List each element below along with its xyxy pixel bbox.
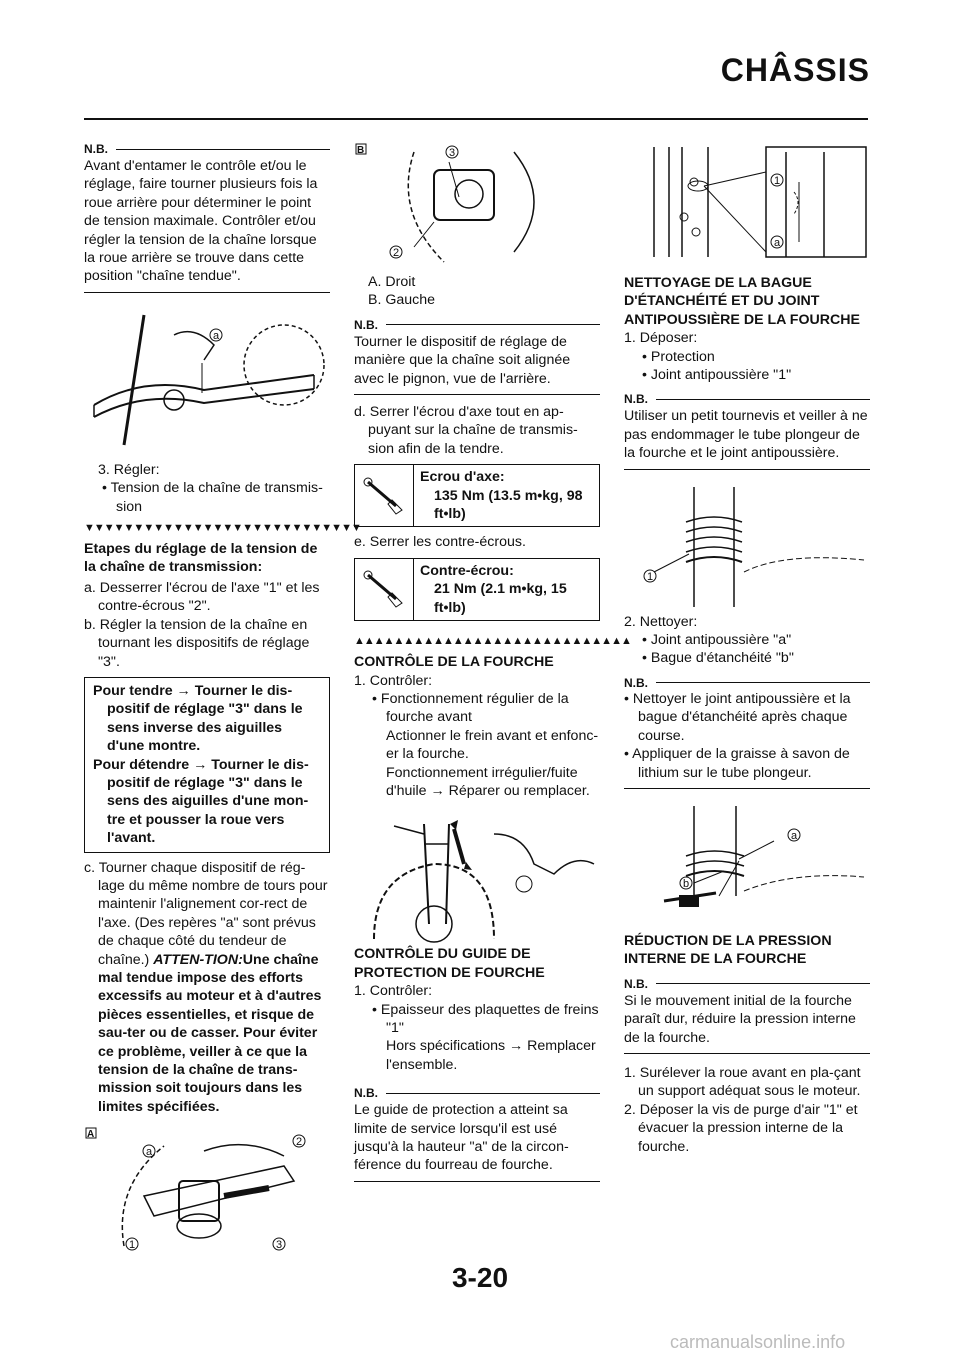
step-e: e. Serrer les contre-écrous. xyxy=(354,534,526,551)
step-2: 2. Nettoyer: xyxy=(624,613,698,630)
guide-step-1: 1. Contrôler: xyxy=(354,983,433,1000)
step-c xyxy=(84,859,330,1117)
spec-title: Contre-écrou: xyxy=(420,562,514,579)
nb-label: N.B. xyxy=(354,1085,378,1100)
torque-wrench-icon xyxy=(355,465,414,526)
step-2-a: • Joint antipoussière "a" xyxy=(642,632,792,649)
guide-title: CONTRÔLE DU GUIDE DE PROTECTION DE FOURCHE xyxy=(354,946,545,981)
seal-illustration xyxy=(624,482,870,607)
box-line: Pour détendre → Tourner le dis- xyxy=(93,756,309,773)
figure-tag: A xyxy=(87,1129,95,1141)
nb-label: N.B. xyxy=(624,976,648,991)
seal-figure xyxy=(624,482,870,607)
figure-label: 3 xyxy=(276,1239,283,1252)
figure-label: b xyxy=(683,877,690,890)
fork-step-1-b: Fonctionnement irrégulier/fuite d'huile → Réparer ou remplacer. xyxy=(386,764,590,799)
step-1-b: • Joint antipoussière "1" xyxy=(642,367,792,384)
spec-locknut xyxy=(354,558,600,621)
section-title: RÉDUCTION DE LA PRESSION INTERNE DE LA FOURCHE xyxy=(624,932,832,968)
grease-figure xyxy=(624,801,870,926)
step-r1: 1. Surélever la roue avant en pla-çant un support adéquat sous le moteur. xyxy=(624,1064,861,1100)
note-text: Si le mouvement initial de la fourche paraît dur, réduire la pression interne de la fourche. xyxy=(624,992,856,1046)
spec-title: Ecrou d'axe: xyxy=(420,469,505,486)
nb-label: N.B. xyxy=(84,141,108,156)
note-block xyxy=(624,392,870,469)
caution-lead: ATTEN-TION: xyxy=(153,951,243,968)
spec-value: 21 Nm (2.1 m•kg, 15 ft•lb) xyxy=(434,581,567,616)
box-line: positif de réglage "3" dans le sens des aiguilles d'une mon-tre et pousser la roue vers l'avant. xyxy=(107,774,309,847)
adjuster-figure-b xyxy=(354,142,600,267)
fork-step-1-item: • Fonctionnement régulier de la fourche avant xyxy=(372,690,569,726)
step-a: a. Desserrer l'écrou de l'axe "1" et les contre-écrous "2". xyxy=(84,579,320,615)
step-1-a: • Protection xyxy=(642,348,715,365)
column-3 xyxy=(624,142,870,1156)
column-2 xyxy=(354,142,631,1188)
guard-illustration xyxy=(624,142,870,262)
nb-label: N.B. xyxy=(624,392,648,407)
figure-label: a xyxy=(774,237,781,249)
figure-label: 1 xyxy=(647,570,654,583)
spec-axle-nut xyxy=(354,464,600,527)
fork-illustration xyxy=(354,814,600,939)
note-text: Le guide de protection a atteint sa limite de service lorsqu'il est usé jusqu'à la hauteur "a" de la circon-férence du fourreau de fourche. xyxy=(354,1102,569,1174)
note-block xyxy=(624,977,870,1054)
section-title: NETTOYAGE DE LA BAGUE D'ÉTANCHÉITÉ ET DU JOINT ANTIPOUSSIÈRE DE LA FOURCHE xyxy=(624,275,860,328)
guide-step-1-item: • Epaisseur des plaquettes de freins "1" xyxy=(372,1001,599,1036)
chain-figure xyxy=(84,305,330,455)
step-2-b: • Bague d'étanchéité "b" xyxy=(642,650,794,667)
fork-step-1: 1. Contrôler: xyxy=(354,672,433,689)
step-3-item: • Tension de la chaîne de transmis-sion xyxy=(102,480,323,515)
nb-label: N.B. xyxy=(624,675,648,690)
nb-label: N.B. xyxy=(354,317,378,332)
figure-label: 1 xyxy=(774,175,781,187)
procedure-end-marker: ▲▲▲▲▲▲▲▲▲▲▲▲▲▲▲▲▲▲▲▲▲▲▲▲▲▲▲▲ xyxy=(354,635,631,648)
adjuster-illustration-b xyxy=(354,142,600,267)
figure-tag: B xyxy=(357,145,365,156)
guide-step-1-a: Hors spécifications → Remplacer l'ensemble. xyxy=(386,1038,596,1073)
page-title: CHÂSSIS xyxy=(720,52,870,88)
note-text: Utiliser un petit tournevis et veiller à ne pas endommager le tube plongeur de la fourche et le joint antipoussière. xyxy=(624,408,868,462)
box-line: Pour tendre → Tourner le dis- xyxy=(93,682,293,699)
guard-figure xyxy=(624,142,870,262)
figure-label: 1 xyxy=(129,1239,136,1252)
caution-text: Une chaîne mal tendue impose des efforts excessifs au moteur et à d'autres pièces essentielles, et risque de sau-ter ou de casser. Pour éviter ce problème, veiller à ce que la tension de la chaîne de trans-mission soit toujours dans les limites spécifiées. xyxy=(98,951,322,1115)
torque-wrench-icon xyxy=(355,559,414,620)
note-block xyxy=(624,676,870,789)
chain-illustration xyxy=(84,305,330,455)
fork-figure xyxy=(354,814,600,939)
step-1: 1. Déposer: xyxy=(624,330,698,347)
figure-label: 2 xyxy=(296,1136,303,1149)
adjuster-figure-a xyxy=(84,1126,330,1256)
adjust-box xyxy=(84,677,330,853)
fork-step-1-a: Actionner le frein avant et enfonc-er la fourche. xyxy=(386,727,599,763)
figure-label: a xyxy=(146,1146,153,1159)
note-text: • Nettoyer le joint antipoussière et la bague d'étanchéité après chaque course. xyxy=(624,690,851,744)
procedure-title: Etapes du réglage de la tension de la chaîne de transmission: xyxy=(84,541,318,576)
spec-value: 135 Nm (13.5 m•kg, 98 ft•lb) xyxy=(434,487,583,523)
legend-b: B. Gauche xyxy=(368,292,436,309)
grease-illustration xyxy=(624,801,870,926)
figure-label: a xyxy=(791,829,798,842)
step-r2: 2. Déposer la vis de purge d'air "1" et évacuer la pression interne de la fourche. xyxy=(624,1101,858,1155)
page-number: 3-20 xyxy=(451,1262,509,1293)
note-text: • Appliquer de la graisse à savon de lithium sur le tube plongeur. xyxy=(624,746,850,781)
step-b: b. Régler la tension de la chaîne en tournant les dispositifs de réglage "3". xyxy=(84,616,310,670)
watermark: carmanualsonline.info xyxy=(670,1332,846,1352)
legend-a: A. Droit xyxy=(368,274,416,290)
figure-label: a xyxy=(213,329,220,342)
step-3: 3. Régler: xyxy=(98,461,160,478)
fork-title: CONTRÔLE DE LA FOURCHE xyxy=(354,654,554,671)
step-c-text: c. Tourner chaque dispositif de rég-lage du même nombre de tours pour maintenir l'alignement cor-rect de l'axe. (Des repères "a" sont prévus de chaque côté du tendeur de chaîne.) xyxy=(84,859,328,968)
procedure-start-marker: ▼▼▼▼▼▼▼▼▼▼▼▼▼▼▼▼▼▼▼▼▼▼▼▼▼▼▼▼ xyxy=(84,522,361,535)
adjuster-illustration-a xyxy=(84,1126,330,1256)
box-line: positif de réglage "3" dans le sens inverse des aiguilles d'une montre. xyxy=(107,701,303,755)
note-text: Avant d'entamer le contrôle et/ou le réglage, faire tourner plusieurs fois la roue arrière pour déterminer le point de tension maximale. Contrôler et/ou régler la tension de la chaîne lorsque la roue arrière se trouve dans cette position "chaîne tendue". xyxy=(84,158,318,285)
figure-label: 3 xyxy=(449,147,456,159)
step-d: d. Serrer l'écrou d'axe tout en ap-puyant sur la chaîne de transmis-sion afin de la tendre. xyxy=(354,404,578,457)
note-block xyxy=(84,142,330,293)
header-rule xyxy=(84,118,868,120)
note-block xyxy=(354,1086,600,1182)
note-block xyxy=(354,318,600,395)
figure-label: 2 xyxy=(393,247,400,259)
note-text: Tourner le dispositif de réglage de manière que la chaîne soit alignée avec le pignon, vue de l'arrière. xyxy=(354,333,571,387)
column-1 xyxy=(84,141,361,1262)
